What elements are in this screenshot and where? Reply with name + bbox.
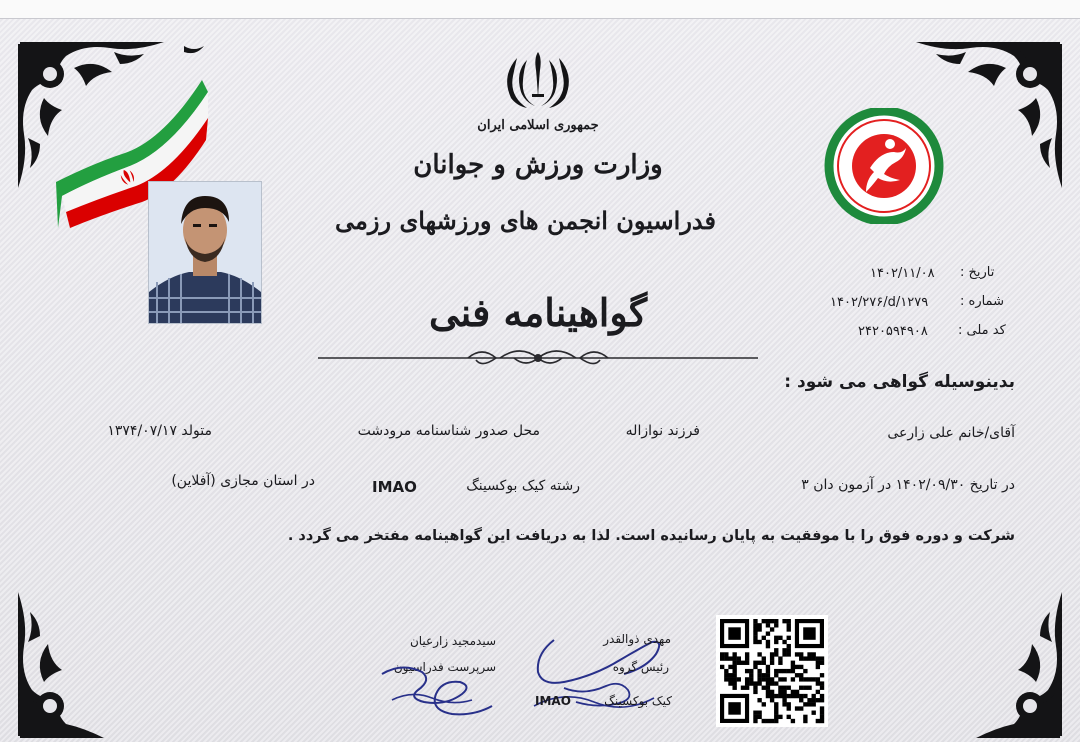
sport-field-name: رشته کیک بوکسینگ xyxy=(466,478,580,494)
sport-field-brand: IMAO xyxy=(372,478,417,496)
signer-left-role: سرپرست فدراسیون xyxy=(393,660,496,674)
holder-photo xyxy=(148,181,262,324)
meta-number-label: شماره : xyxy=(960,294,1004,309)
top-border xyxy=(0,0,1080,19)
meta-date-value: ۱۴۰۲/۱۱/۰۸ xyxy=(870,266,935,281)
certificate-title: گواهینامه فنی xyxy=(428,290,648,335)
header-ministry: وزارت ورزش و جوانان xyxy=(413,150,663,180)
body-intro: بدینوسیله گواهی می شود : xyxy=(784,372,1015,392)
sport-field xyxy=(370,478,580,498)
meta-number-value: ۱۴۰۲/۲۷۶/d/۱۲۷۹ xyxy=(830,295,929,310)
holder-issue-place: محل صدور شناسنامه مرودشت xyxy=(357,423,540,439)
signer-right-group: کیک بوکسینگ xyxy=(604,694,672,708)
federation-logo-icon xyxy=(810,108,958,224)
signer-right-name: مهدی ذوالقدر xyxy=(603,632,671,646)
signature-left xyxy=(372,640,502,720)
header-federation: فدراسیون انجمن های ورزشهای رزمی xyxy=(335,206,716,235)
corner-ornament-bottom-left xyxy=(14,542,214,742)
body-conclusion: شرکت و دوره فوق را با موفقیت به پایان رسانیده است. لذا به دریافت این گواهینامه مفتخر می گردد . xyxy=(287,528,1015,544)
exam-province: در استان مجازی (آفلاین) xyxy=(171,473,315,489)
title-divider xyxy=(318,344,758,372)
meta-national-code-label: کد ملی : xyxy=(958,323,1006,338)
signer-left-name: سیدمجید زارعیان xyxy=(409,634,496,648)
header-country: جمهوری اسلامی ایران xyxy=(477,118,599,133)
holder-birth: متولد ۱۳۷۴/۰۷/۱۷ xyxy=(107,423,212,439)
meta-date-label: تاریخ : xyxy=(960,265,995,280)
meta-national-code-value: ۲۴۲۰۵۹۴۹۰۸ xyxy=(858,324,928,339)
exam-date: در تاریخ ۱۴۰۲/۰۹/۳۰ در آزمون دان ۳ xyxy=(801,477,1015,493)
holder-name: آقای/خانم علی زارعی xyxy=(887,425,1015,441)
holder-father: فرزند نوازاله xyxy=(625,423,700,439)
corner-ornament-bottom-right xyxy=(866,542,1066,742)
signer-right-brand: IMAO xyxy=(535,694,571,708)
signer-right-role: رئیس گروه xyxy=(612,660,669,674)
iran-emblem-icon xyxy=(505,50,571,110)
verification-qr-code[interactable] xyxy=(716,615,828,727)
